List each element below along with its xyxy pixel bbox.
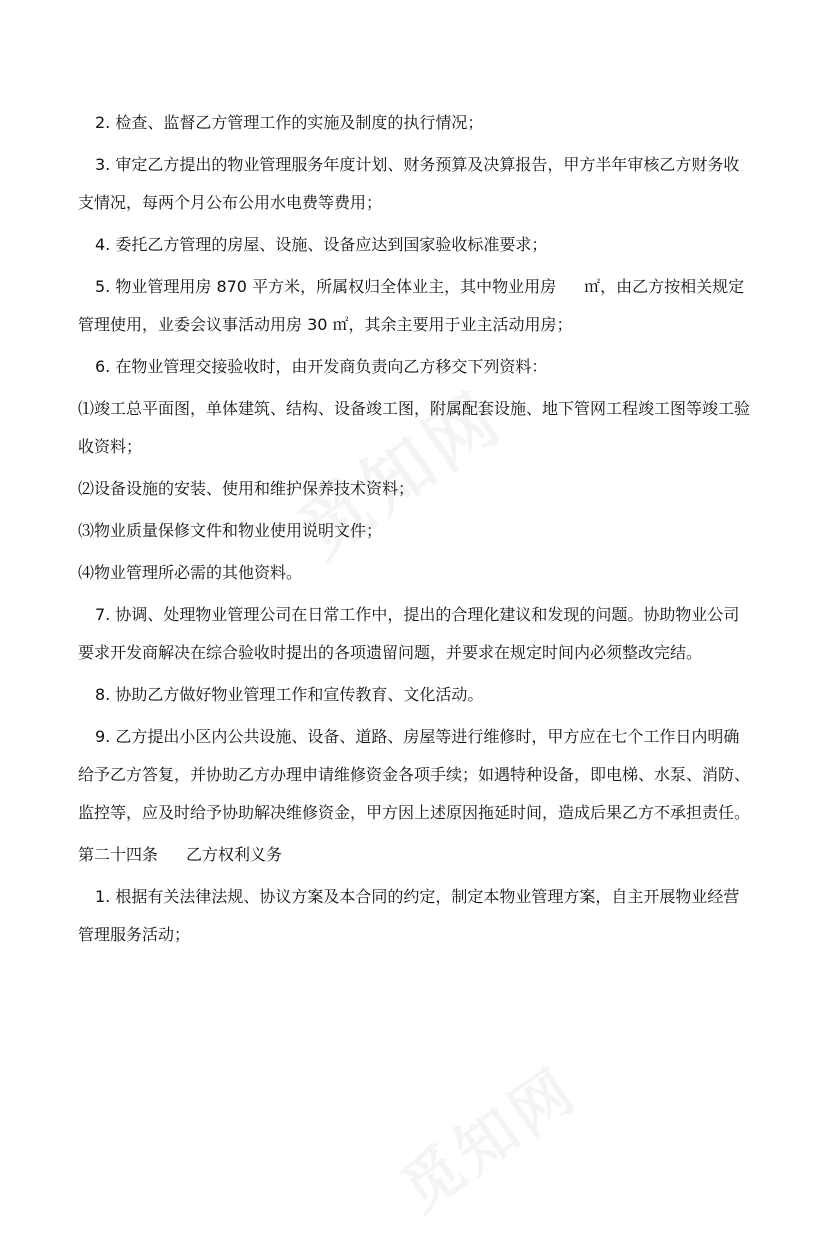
paragraph-item-5 (78, 268, 753, 344)
article-number: 第二十四条 (78, 845, 159, 864)
paragraph-item-3: 3. 审定乙方提出的物业管理服务年度计划、财务预算及决算报告，甲方半年审核乙方财务收支情况，每两个月公布公用水电费等费用； (78, 155, 740, 212)
article-title: 乙方权利义务 (186, 845, 283, 864)
paragraph-item-4: 4. 委托乙方管理的房屋、设施、设备应达到国家验收标准要求； (95, 235, 548, 254)
paragraph-item-6: 6. 在物业管理交接验收时，由开发商负责向乙方移交下列资料： (95, 357, 548, 376)
paragraph-item-2: 2. 检查、监督乙方管理工作的实施及制度的执行情况； (95, 113, 484, 132)
paragraph-duty-1: 1. 根据有关法律法规、协议方案及本合同的约定，制定本物业管理方案，自主开展物业经营管理服务活动； (78, 887, 740, 944)
paragraph-item-5-part-b: ㎡，由乙方按相关规定管理使用，业委会议事活动用房 30 ㎡，其余主要用于业主活动用房； (78, 277, 745, 334)
document-body (78, 104, 753, 958)
paragraph-item-7: 7. 协调、处理物业管理公司在日常工作中，提出的合理化建议和发现的问题。协助物业公司要求开发商解决在综合验收时提出的各项遗留问题，并要求在规定时间内必须整改完结。 (78, 605, 740, 662)
watermark (381, 1031, 619, 1239)
list-item-6-2: ⑵设备设施的安装、使用和维护保养技术资料； (78, 479, 415, 498)
paragraph-item-9: 9. 乙方提出小区内公共设施、设备、道路、房屋等进行维修时，甲方应在七个工作日内明确给予乙方答复，并协助乙方办理申请维修资金各项手续；如遇特种设备，即电梯、水泵、消防、监控等，应及时给予协助解决维修资金，甲方因上述原因拖延时间，造成后果乙方不承担责任。 (78, 727, 751, 822)
paragraph-item-8: 8. 协助乙方做好物业管理工作和宣传教育、文化活动。 (95, 685, 484, 704)
list-item-6-1: ⑴竣工总平面图，单体建筑、结构、设备竣工图，附属配套设施、地下管网工程竣工图等竣工验收资料； (78, 399, 751, 456)
list-item-6-4: ⑷物业管理所必需的其他资料。 (78, 563, 303, 582)
list-item-6-3: ⑶物业质量保修文件和物业使用说明文件； (78, 521, 383, 540)
paragraph-item-5-part-a: 5. 物业管理用房 870 平方米，所属权归全体业主，其中物业用房 (95, 277, 557, 296)
section-heading (78, 836, 753, 874)
